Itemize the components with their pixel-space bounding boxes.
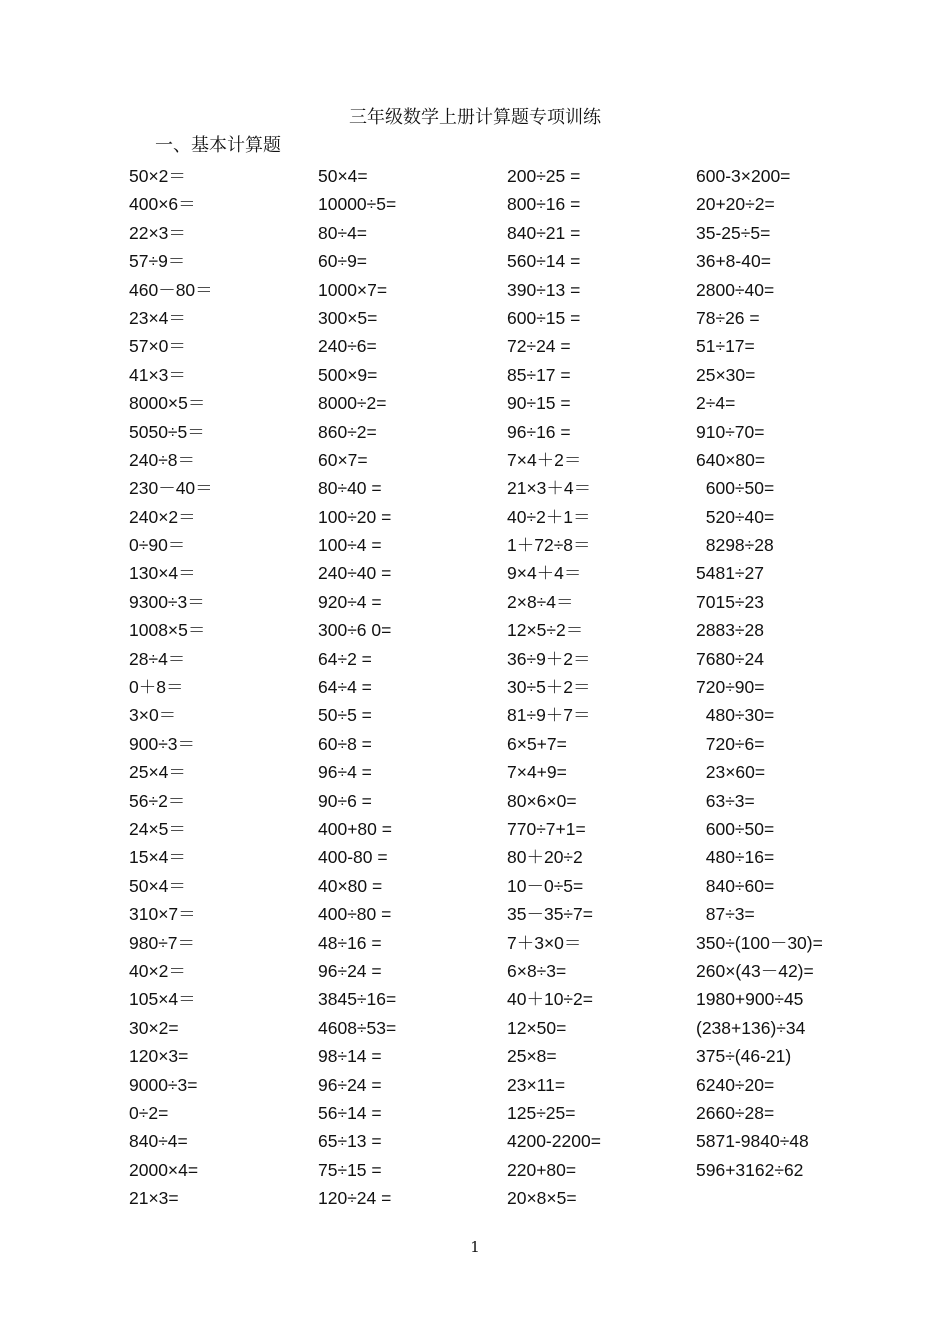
problem-cell: 30×2= [129, 1017, 179, 1038]
problem-cell: 840÷21 = [507, 222, 581, 243]
problem-cell: 96÷24 = [318, 1074, 382, 1095]
problem-cell: 25×4＝ [129, 762, 186, 783]
problem-cell: 520÷40= [696, 506, 775, 527]
problem-cell: 105×4＝ [129, 989, 196, 1010]
problem-cell: 20+20÷2= [696, 194, 775, 215]
problem-row [129, 1015, 869, 1043]
problem-row [129, 532, 869, 560]
problem-row [129, 930, 869, 958]
problem-cell: 96÷16 = [507, 421, 571, 442]
problem-cell: 85÷17 = [507, 364, 571, 385]
problem-cell: 21×3＋4＝ [507, 478, 592, 499]
problem-cell: 25×30= [696, 364, 756, 385]
problem-row [129, 1128, 869, 1156]
problem-cell: (238+136)÷34 [696, 1017, 806, 1038]
problem-cell: 2000×4= [129, 1159, 199, 1180]
problem-cell: 0÷90＝ [129, 535, 186, 556]
problem-cell: 240÷40 = [318, 563, 392, 584]
problem-cell: 20×8×5= [507, 1188, 577, 1209]
problem-cell: 400×6＝ [129, 194, 196, 215]
problem-cell: 9300÷3＝ [129, 591, 205, 612]
problem-row [129, 1072, 869, 1100]
problem-cell: 460－80＝ [129, 279, 213, 300]
section-heading: 一、基本计算题 [155, 135, 281, 156]
problem-cell: 51÷17= [696, 336, 755, 357]
problem-cell: 300÷6 0= [318, 620, 392, 641]
problem-cell: 400-80 = [318, 847, 388, 868]
problem-cell: 840÷60= [696, 875, 775, 896]
problem-row [129, 248, 869, 276]
problem-row [129, 986, 869, 1014]
problem-cell: 22×3＝ [129, 222, 186, 243]
problem-row [129, 333, 869, 361]
problem-row [129, 447, 869, 475]
problem-row [129, 163, 869, 191]
problem-cell: 400÷80 = [318, 904, 392, 925]
problem-cell: 7015÷23 [696, 591, 765, 612]
problem-cell: 80÷4= [318, 222, 368, 243]
problem-cell: 8000×5＝ [129, 393, 206, 414]
problem-row [129, 191, 869, 219]
problem-cell: 15×4＝ [129, 847, 186, 868]
problem-cell: 920÷4 = [318, 591, 382, 612]
problem-cell: 23×4＝ [129, 307, 186, 328]
problem-cell: 60÷8 = [318, 733, 372, 754]
problem-cell: 2÷4= [696, 393, 736, 414]
problem-cell: 600÷50= [696, 478, 775, 499]
problem-cell: 10－0÷5= [507, 875, 584, 896]
problem-cell: 390÷13 = [507, 279, 581, 300]
page-title: 三年级数学上册计算题专项训练 [349, 107, 601, 128]
problem-cell: 72÷24 = [507, 336, 571, 357]
problem-cell: 80÷40 = [318, 478, 382, 499]
problem-cell: 2660÷28= [696, 1102, 775, 1123]
problem-cell: 96÷24 = [318, 960, 382, 981]
problem-cell: 90÷15 = [507, 393, 571, 414]
problem-cell: 56÷14 = [318, 1102, 382, 1123]
problem-cell: 50×2＝ [129, 166, 186, 186]
problem-cell: 910÷70= [696, 421, 765, 442]
problem-cell: 9×4＋4＝ [507, 563, 582, 584]
problem-cell: 240×2＝ [129, 506, 196, 527]
problem-cell: 7680÷24 [696, 648, 765, 669]
problem-grid [129, 163, 869, 1213]
problem-cell: 57÷9＝ [129, 251, 186, 272]
problem-cell: 41×3＝ [129, 364, 186, 385]
problem-cell: 64÷4 = [318, 677, 372, 698]
problem-cell: 5481÷27 [696, 563, 765, 584]
problem-cell: 600÷50= [696, 818, 775, 839]
problem-cell: 5050÷5＝ [129, 421, 205, 442]
problem-row [129, 1100, 869, 1128]
problem-cell: 3845÷16= [318, 989, 397, 1010]
problem-cell: 40×2＝ [129, 960, 186, 981]
problem-cell: 7×4+9= [507, 762, 567, 783]
problem-cell: 600-3×200= [696, 166, 791, 186]
problem-cell: 3×0＝ [129, 705, 177, 726]
problem-cell: 4200-2200= [507, 1131, 601, 1152]
problem-cell: 23×60= [696, 762, 766, 783]
problem-cell: 50×4= [318, 166, 368, 186]
problem-cell: 6240÷20= [696, 1074, 775, 1095]
problem-cell: 35－35÷7= [507, 904, 593, 925]
problem-cell: 60÷9= [318, 251, 368, 272]
problem-row [129, 844, 869, 872]
problem-cell: 100÷4 = [318, 535, 382, 556]
problem-cell: 240÷8＝ [129, 449, 196, 470]
problem-row [129, 1043, 869, 1071]
problem-row [129, 702, 869, 730]
problem-cell: 720÷6= [696, 733, 765, 754]
problem-cell: 35-25÷5= [696, 222, 771, 243]
problem-cell: 560÷14 = [507, 251, 581, 272]
problem-cell: 0÷2= [129, 1102, 169, 1123]
problem-cell: 800÷16 = [507, 194, 581, 215]
problem-cell: 7＋3×0＝ [507, 932, 582, 953]
problem-row [129, 390, 869, 418]
problem-cell: 90÷6 = [318, 790, 372, 811]
problem-cell: 98÷14 = [318, 1046, 382, 1067]
problem-row [129, 560, 869, 588]
problem-row [129, 901, 869, 929]
problem-row [129, 475, 869, 503]
problem-row [129, 958, 869, 986]
problem-cell: 75÷15 = [318, 1159, 382, 1180]
problem-row [129, 1185, 869, 1213]
problem-cell: 260×(43－42)= [696, 960, 814, 981]
problem-cell: 230－40＝ [129, 478, 213, 499]
problem-cell: 6×5+7= [507, 733, 567, 754]
problem-cell: 64÷2 = [318, 648, 372, 669]
problem-cell: 24×5＝ [129, 818, 186, 839]
problem-cell: 1000×7= [318, 279, 388, 300]
problem-cell: 480÷16= [696, 847, 775, 868]
problem-row [129, 759, 869, 787]
problem-cell: 860÷2= [318, 421, 377, 442]
problem-row [129, 873, 869, 901]
problem-cell: 310×7＝ [129, 904, 196, 925]
problem-cell: 100÷20 = [318, 506, 392, 527]
problem-cell: 80＋20÷2 [507, 847, 583, 868]
problem-cell: 65÷13 = [318, 1131, 382, 1152]
problem-cell: 640×80= [696, 449, 766, 470]
problem-cell: 240÷6= [318, 336, 377, 357]
problem-row [129, 589, 869, 617]
problem-cell: 5871-9840÷48 [696, 1131, 809, 1152]
problem-cell: 375÷(46-21) [696, 1046, 792, 1067]
problem-cell: 63÷3= [696, 790, 755, 811]
problem-row [129, 816, 869, 844]
problem-cell: 81÷9＋7＝ [507, 705, 591, 726]
problem-cell: 40÷2＋1＝ [507, 506, 591, 527]
problem-row [129, 646, 869, 674]
problem-cell: 56÷2＝ [129, 790, 186, 811]
problem-cell: 48÷16 = [318, 932, 382, 953]
problem-cell: 28÷4＝ [129, 648, 186, 669]
page-number: 1 [470, 1238, 480, 1256]
problem-cell: 23×11= [507, 1074, 566, 1095]
problem-cell: 8298÷28 [696, 535, 774, 556]
problem-cell: 500×9= [318, 364, 378, 385]
problem-row [129, 617, 869, 645]
problem-cell: 60×7= [318, 449, 368, 470]
problem-cell: 12×50= [507, 1017, 567, 1038]
problem-cell: 12×5÷2＝ [507, 620, 584, 641]
problem-cell: 78÷26 = [696, 307, 760, 328]
problem-cell: 1008×5＝ [129, 620, 206, 641]
problem-row [129, 305, 869, 333]
problem-cell: 36÷9＋2＝ [507, 648, 591, 669]
problem-cell: 80×6×0= [507, 790, 577, 811]
problem-cell: 840÷4= [129, 1131, 188, 1152]
problem-cell: 900÷3＝ [129, 733, 196, 754]
problem-cell: 2×8÷4＝ [507, 591, 574, 612]
problem-cell: 480÷30= [696, 705, 775, 726]
problem-cell: 40＋10÷2= [507, 989, 593, 1010]
problem-cell: 87÷3= [696, 904, 755, 925]
problem-cell: 125÷25= [507, 1102, 576, 1123]
problem-cell: 720÷90= [696, 677, 765, 698]
problem-cell: 4608÷53= [318, 1017, 397, 1038]
problem-cell: 200÷25 = [507, 166, 581, 186]
problem-cell: 300×5= [318, 307, 378, 328]
problem-cell: 10000÷5= [318, 194, 397, 215]
problem-row [129, 504, 869, 532]
problem-cell: 130×4＝ [129, 563, 196, 584]
problem-cell: 9000÷3= [129, 1074, 198, 1095]
problem-cell: 980÷7＝ [129, 932, 196, 953]
problem-cell: 50×4＝ [129, 875, 186, 896]
problem-cell: 2883÷28 [696, 620, 765, 641]
problem-cell: 96÷4 = [318, 762, 372, 783]
problem-cell: 8000÷2= [318, 393, 387, 414]
problem-cell: 57×0＝ [129, 336, 186, 357]
problem-cell: 120÷24 = [318, 1188, 392, 1209]
problem-cell: 600÷15 = [507, 307, 581, 328]
problem-cell: 220+80= [507, 1159, 577, 1180]
problem-row [129, 1157, 869, 1185]
problem-row [129, 731, 869, 759]
problem-cell: 7×4＋2＝ [507, 449, 582, 470]
problem-cell: 21×3= [129, 1188, 179, 1209]
problem-row [129, 419, 869, 447]
problem-row [129, 674, 869, 702]
problem-cell: 25×8= [507, 1046, 557, 1067]
problem-cell: 770÷7+1= [507, 818, 586, 839]
problem-cell: 2800÷40= [696, 279, 775, 300]
problem-cell: 0＋8＝ [129, 677, 184, 698]
problem-cell: 1980+900÷45 [696, 989, 804, 1010]
problem-cell: 1＋72÷8＝ [507, 535, 591, 556]
problem-row [129, 362, 869, 390]
problem-cell: 596+3162÷62 [696, 1159, 804, 1180]
problem-row [129, 277, 869, 305]
problem-row [129, 788, 869, 816]
problem-cell: 36+8-40= [696, 251, 771, 272]
problem-row [129, 220, 869, 248]
problem-cell: 350÷(100－30)= [696, 932, 823, 953]
problem-cell: 30÷5＋2＝ [507, 677, 591, 698]
problem-cell: 50÷5 = [318, 705, 372, 726]
problem-cell: 400+80 = [318, 818, 392, 839]
problem-cell: 40×80 = [318, 875, 383, 896]
problem-cell: 6×8÷3= [507, 960, 567, 981]
problem-cell: 120×3= [129, 1046, 189, 1067]
